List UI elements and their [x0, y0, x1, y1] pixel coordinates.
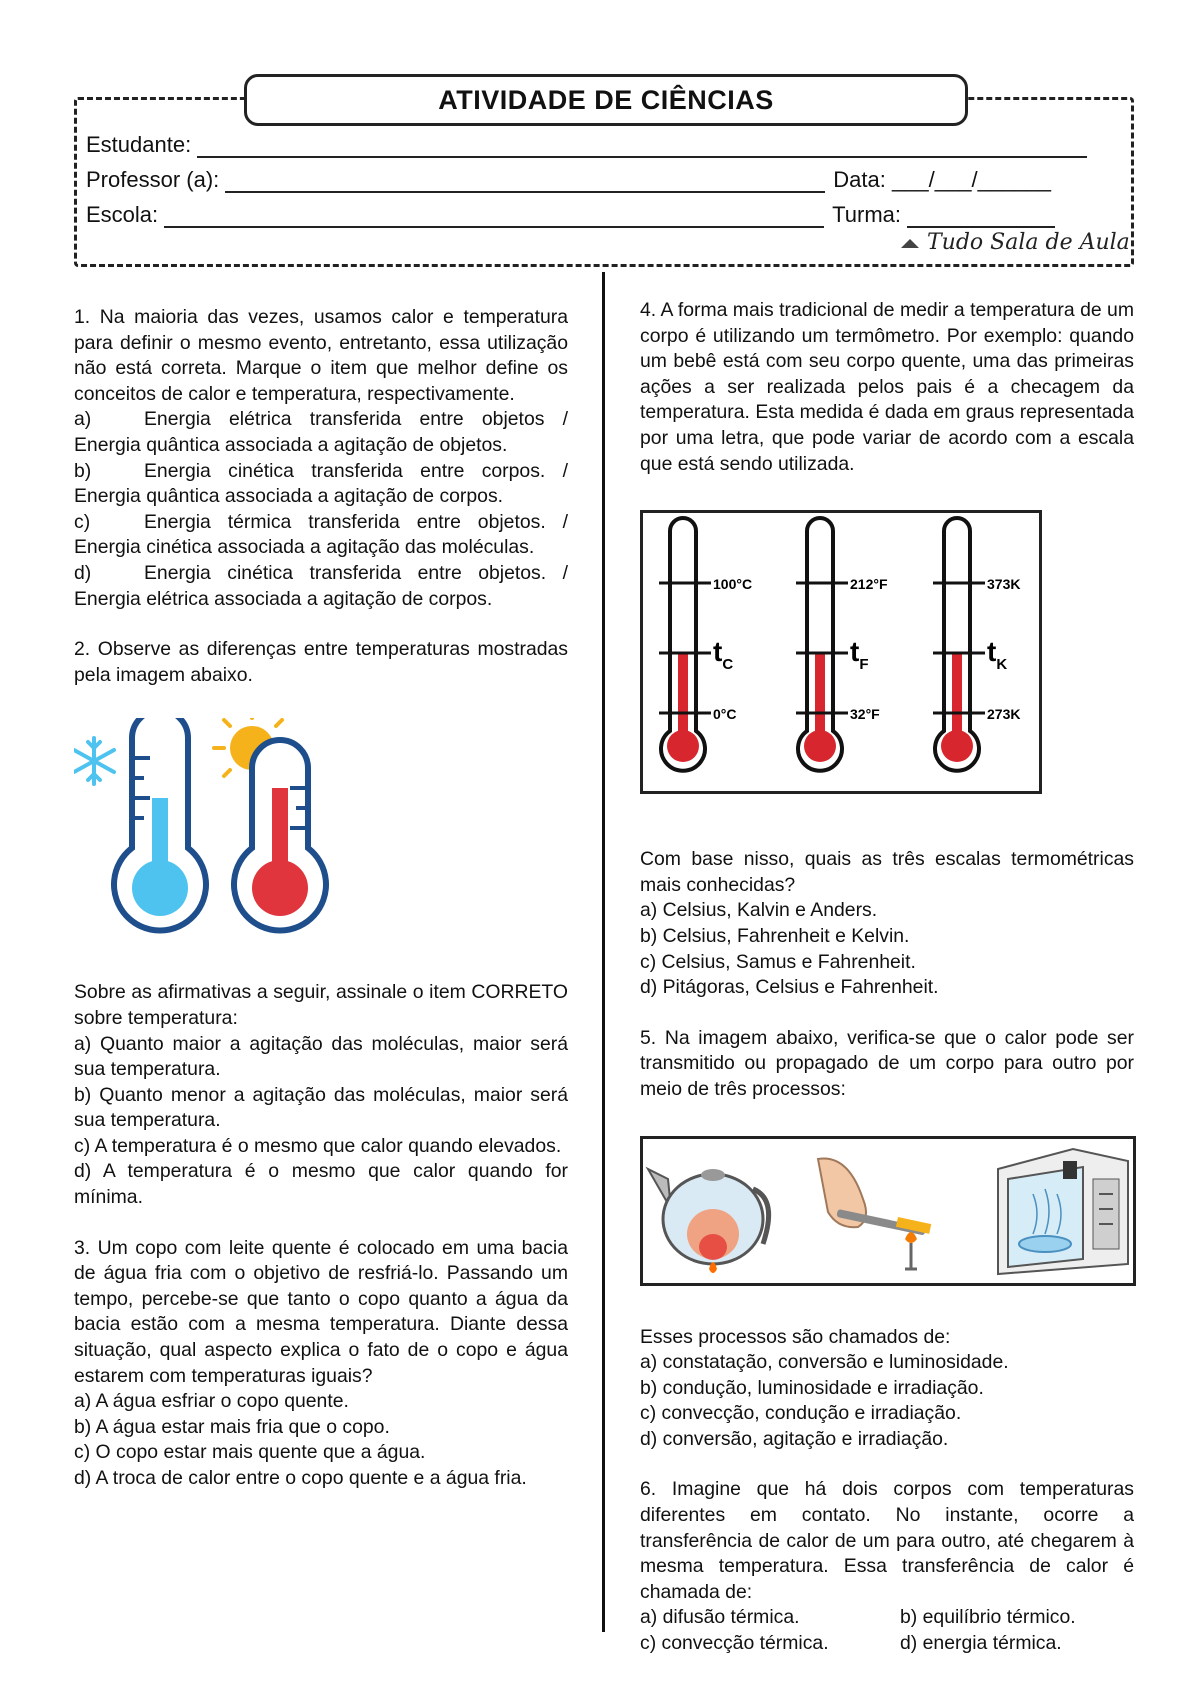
q2-option-b[interactable]: b) Quanto menor a agitação das moléculas, maior será sua temperatura. [74, 1083, 568, 1132]
teacher-line[interactable] [225, 171, 825, 193]
q3-text: 3. Um copo com leite quente é colocado em uma bacia de água fria com o objetivo de resfriá-lo. Passando um tempo, percebe-se que tanto o copo quanto a água da bacia estão com a mesma temperatura. Diante dessa situação, qual aspecto explica o fato de o copo e água estarem com temperaturas iguais? [74, 1236, 568, 1387]
scale-top-label: 212°F [850, 576, 888, 593]
q1-option-c[interactable] [74, 510, 568, 561]
signature-text: Tudo Sala de Aula [927, 230, 1130, 255]
scale-mid-label: $t_K$ [987, 636, 1008, 674]
q4-figure [640, 477, 1134, 847]
q5-option-b[interactable]: b) condução, luminosidade e irradiação. [640, 1376, 984, 1399]
thermometer-mercury [678, 653, 688, 743]
q2-statement: Sobre as afirmativas a seguir, assinale o item CORRETO sobre temperatura: [74, 981, 568, 1029]
q1-option-text: Energia térmica transferida entre objetos. / Energia cinética associada a agitação das moléculas. [74, 510, 568, 559]
q2-text: 2. Observe as diferenças entre temperaturas mostradas pela imagem abaixo. [74, 638, 568, 686]
q1-option-a[interactable] [74, 407, 568, 458]
q1-text: 1. Na maioria das vezes, usamos calor e temperatura para definir o mesmo evento, entretanto, essa utilização não está correta. Marque o item que melhor define os conceitos de calor e temperatura, respectivamente. [74, 306, 568, 405]
heat-transfer-image [640, 1136, 1136, 1286]
q1-option-letter: b) [74, 459, 92, 482]
kettle-icon [648, 1169, 769, 1273]
scale-mid-label: $t_F$ [850, 636, 869, 674]
left-column [74, 305, 568, 1492]
class-line[interactable] [907, 206, 1055, 228]
q1-option-text: Energia elétrica transferida entre objetos / Energia quântica associada a agitação de objetos. [74, 408, 568, 456]
school-row [86, 202, 1055, 228]
q5-figure [640, 1103, 1134, 1325]
hat-icon [900, 236, 920, 250]
thermometer-mercury [952, 653, 962, 743]
q2-option-a[interactable]: a) Quanto maior a agitação das moléculas, maior será sua temperatura. [74, 1032, 568, 1081]
thermometer-c [659, 518, 752, 771]
scale-top-label: 373K [987, 576, 1021, 593]
thermometer-k [933, 518, 1020, 771]
q3-option-a[interactable]: a) A água esfriar o copo quente. [74, 1390, 349, 1413]
q4-question: Com base nisso, quais as três escalas termométricas mais conhecidas? [640, 848, 1134, 896]
q1-option-text: Energia cinética transferida entre objetos. / Energia elétrica associada a agitação de corpos. [74, 561, 568, 610]
q1-option-letter: c) [74, 510, 91, 533]
right-column [640, 298, 1134, 1657]
microwave-icon [998, 1149, 1128, 1274]
q6-options-row-2 [640, 1631, 1134, 1657]
q6-option-d[interactable]: d) energia térmica. [900, 1632, 1062, 1655]
teacher-label: Professor (a): [86, 167, 220, 192]
column-divider [602, 272, 605, 1632]
signature-logo [900, 230, 1130, 255]
q2-option-c[interactable]: c) A temperatura é o mesmo que calor quando elevados. [74, 1134, 562, 1157]
q1-option-b[interactable] [74, 459, 568, 510]
q5-question: Esses processos são chamados de: [640, 1325, 951, 1348]
class-label: Turma: [832, 202, 902, 227]
q2-figure [74, 688, 568, 980]
q6-text: 6. Imagine que há dois corpos com temperaturas diferentes em contato. No instante, ocorre a transferência de calor de um para outro, até chegarem à mesma temperatura. Essa transferência de calor é chamada de: [640, 1478, 1134, 1603]
page-title: ATIVIDADE DE CIÊNCIAS [244, 74, 968, 126]
q4-option-a[interactable]: a) Celsius, Kalvin e Anders. [640, 899, 878, 922]
date-label[interactable]: Data: ___/___/______ [833, 167, 1052, 192]
q1-option-letter: a) [74, 408, 92, 431]
q5-option-d[interactable]: d) conversão, agitação e irradiação. [640, 1427, 949, 1450]
scale-mid-label: $t_C$ [713, 636, 734, 674]
school-line[interactable] [164, 206, 824, 228]
thermometer-bulb [941, 730, 973, 762]
scale-bottom-label: 32°F [850, 706, 880, 723]
q6-option-c[interactable]: c) convecção térmica. [640, 1632, 829, 1655]
thermometer-f [796, 518, 888, 771]
q5-option-c[interactable]: c) convecção, condução e irradiação. [640, 1402, 962, 1425]
q2-option-d[interactable]: d) A temperatura é o mesmo que calor quando for mínima. [74, 1160, 568, 1209]
q1-options [74, 407, 568, 612]
cold-hot-thermometers-image [74, 718, 334, 958]
q6-options-row-1 [640, 1605, 1134, 1631]
hand-rod-icon [818, 1158, 931, 1269]
q5-option-a[interactable]: a) constatação, conversão e luminosidade. [640, 1351, 1009, 1374]
snowflake-icon [74, 738, 114, 784]
q4-option-d[interactable]: d) Pitágoras, Celsius e Fahrenheit. [640, 976, 939, 999]
q3-option-c[interactable]: c) O copo estar mais quente que a água. [74, 1441, 426, 1464]
q4-option-b[interactable]: b) Celsius, Fahrenheit e Kelvin. [640, 924, 910, 947]
q6-option-b[interactable]: b) equilíbrio térmico. [900, 1606, 1076, 1629]
q5-text: 5. Na imagem abaixo, verifica-se que o calor pode ser transmitido ou propagado de um corpo para outro por meio de três processos: [640, 1026, 1134, 1100]
scale-bottom-label: 0°C [713, 706, 737, 723]
thermometer-bulb [667, 730, 699, 762]
q1-option-d[interactable] [74, 561, 568, 612]
school-label: Escola: [86, 202, 159, 227]
q1-option-text: Energia cinética transferida entre corpos. / Energia quântica associada a agitação de corpos. [74, 459, 568, 508]
q3-option-d[interactable]: d) A troca de calor entre o copo quente e a água fria. [74, 1467, 527, 1489]
thermometer-scales-image [640, 510, 1042, 794]
teacher-row [86, 167, 1051, 193]
heat-transfer-svg [643, 1139, 1133, 1283]
thermometer-scales-svg [643, 513, 1039, 791]
q1-option-letter: d) [74, 561, 92, 584]
thermometer-mercury [815, 653, 825, 743]
q4-text: 4. A forma mais tradicional de medir a temperatura de um corpo é utilizando um termômetro. Por exemplo: quando um bebê está com seu corpo quente, uma das primeiras ações a ser realizada pelos pais é a checagem da temperatura. Esta medida é dada em graus representada por uma letra, que pode variar de acordo com a escala que está sendo utilizada. [640, 299, 1134, 475]
thermometer-bulb [804, 730, 836, 762]
student-label: Estudante: [86, 132, 192, 157]
q6-option-a[interactable]: a) difusão térmica. [640, 1606, 800, 1629]
q4-option-c[interactable]: c) Celsius, Samus e Fahrenheit. [640, 950, 916, 973]
scale-top-label: 100°C [713, 576, 753, 593]
scale-bottom-label: 273K [987, 706, 1021, 723]
q3-option-b[interactable]: b) A água estar mais fria que o copo. [74, 1415, 390, 1438]
student-line[interactable] [197, 136, 1087, 158]
student-row [86, 132, 1087, 158]
